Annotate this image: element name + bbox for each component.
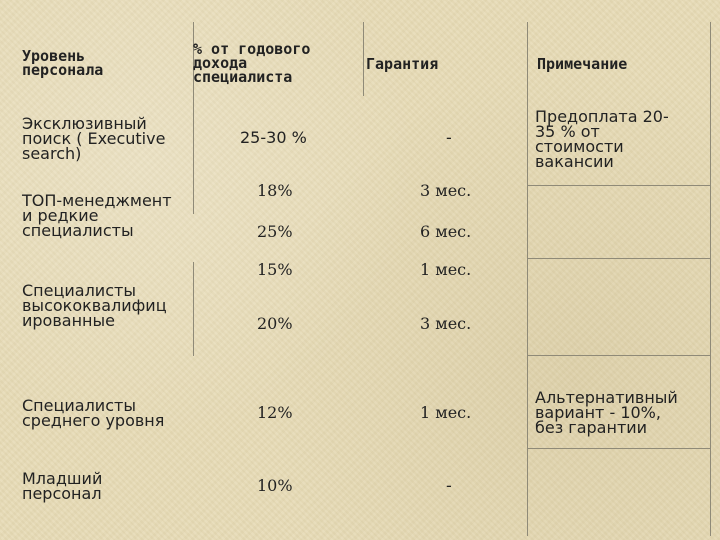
row-exclusive-guarantee: - xyxy=(446,128,452,147)
row-qualified-guarantee-1: 1 мес. xyxy=(420,260,472,279)
row-top-guarantee-2: 6 мес. xyxy=(420,222,472,241)
grid-line xyxy=(527,22,528,536)
row-exclusive-percent: 25-30 % xyxy=(240,128,307,147)
row-top-guarantee-1: 3 мес. xyxy=(420,181,472,200)
note-line: Предоплата 20- xyxy=(535,107,669,126)
row-junior-level: Младший персонал xyxy=(22,469,103,503)
row-exclusive-level: Эксклюзивный поиск ( Executive search) xyxy=(22,114,166,163)
row-top-percent-1: 18% xyxy=(257,181,293,200)
header-level: Уровень персонала xyxy=(22,47,104,79)
header-guarantee: Гарантия xyxy=(366,55,439,73)
grid-line xyxy=(527,355,710,356)
grid-line xyxy=(710,22,711,536)
grid-line xyxy=(527,185,710,186)
grid-line xyxy=(527,448,710,449)
grid-line xyxy=(363,22,364,96)
row-top-percent-2: 25% xyxy=(257,222,293,241)
row-junior-guarantee: - xyxy=(446,476,452,495)
note-prepayment: Предоплата 20- 35 % от стоимости вакансии xyxy=(535,109,698,169)
row-qualified-percent-1: 15% xyxy=(257,260,293,279)
grid-line xyxy=(527,258,710,259)
row-middle-level: Специалисты среднего уровня xyxy=(22,396,165,430)
row-qualified-percent-2: 20% xyxy=(257,314,293,333)
header-percent: % от годового дохода специалиста xyxy=(193,40,311,86)
row-middle-guarantee: 1 мес. xyxy=(420,403,472,422)
header-note: Примечание xyxy=(537,55,628,73)
row-qualified-guarantee-2: 3 мес. xyxy=(420,314,472,333)
note-alternative: Альтернативный вариант - 10%, без гарантии xyxy=(535,388,678,437)
row-middle-percent: 12% xyxy=(257,403,293,422)
grid-line xyxy=(193,262,194,356)
row-top-level: ТОП-менеджмент и редкие специалисты xyxy=(22,191,172,240)
row-qualified-level: Специалисты высококвалифиц ированные xyxy=(22,281,167,330)
note-line: 35 % от xyxy=(535,122,600,141)
row-junior-percent: 10% xyxy=(257,476,293,495)
